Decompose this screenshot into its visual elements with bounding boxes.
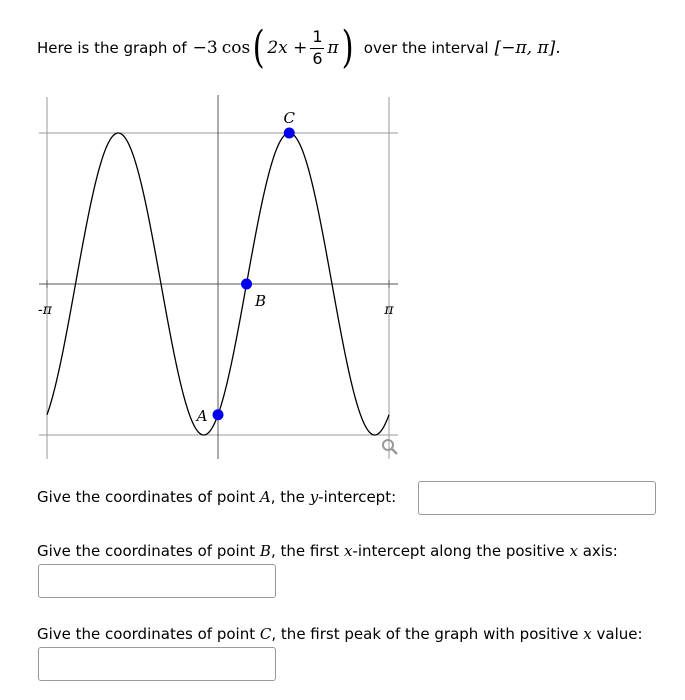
- question-b-prefix: Give the coordinates of point: [37, 542, 256, 560]
- point-label-a: A: [196, 406, 208, 425]
- argument-tail: π: [327, 38, 339, 58]
- answer-b-input[interactable]: [38, 564, 276, 598]
- point-a: [213, 409, 224, 420]
- question-a-var: y: [309, 488, 319, 506]
- intro-lead-text: Here is the graph of: [37, 39, 187, 57]
- question-b-suffix2: axis:: [582, 542, 618, 560]
- magnifier-handle: [392, 449, 398, 455]
- x-tick-label-pos-pi: π: [384, 302, 394, 318]
- function-prefix: −3: [192, 38, 218, 58]
- fraction-denominator: 6: [312, 48, 323, 68]
- question-b: [37, 542, 618, 560]
- question-b-suffix: -intercept along the positive: [352, 542, 565, 560]
- question-a-prefix: Give the coordinates of point: [37, 488, 256, 506]
- fraction: [310, 26, 324, 68]
- argument-lead: 2x +: [267, 38, 308, 58]
- point-c: [284, 128, 295, 139]
- question-b-point: B: [259, 542, 271, 560]
- question-b-mid: , the first: [270, 542, 340, 560]
- question-c-var: x: [583, 625, 592, 643]
- graph-canvas: [36, 93, 406, 463]
- point-label-b: B: [255, 292, 267, 310]
- question-c-suffix: value:: [596, 625, 643, 643]
- answer-c-input[interactable]: [38, 647, 276, 681]
- function-name: cos: [221, 38, 251, 58]
- question-c-mid: , the first peak of the graph with positive: [271, 625, 579, 643]
- question-a: [37, 488, 396, 506]
- interval-expression: [−π, π].: [494, 38, 561, 58]
- function-expression: [192, 22, 356, 73]
- problem-statement: [37, 18, 561, 78]
- question-b-var: x: [343, 542, 353, 560]
- fraction-numerator: 1: [312, 26, 323, 46]
- x-tick-label-neg-pi: -π: [38, 302, 52, 318]
- point-b: [241, 279, 252, 290]
- left-paren: (: [252, 22, 265, 73]
- right-paren: ): [341, 22, 354, 73]
- point-label-c: C: [283, 109, 295, 127]
- question-c-prefix: Give the coordinates of point: [37, 625, 256, 643]
- question-a-point: A: [259, 488, 271, 506]
- magnifier-icon: [383, 440, 397, 454]
- question-b-var2: x: [569, 542, 578, 560]
- answer-a-input[interactable]: [418, 481, 656, 515]
- intro-tail-text: over the interval: [363, 39, 489, 57]
- question-c-point: C: [259, 625, 272, 643]
- question-a-mid: , the: [270, 488, 305, 506]
- question-a-suffix: -intercept:: [318, 488, 397, 506]
- question-c: [37, 625, 643, 643]
- function-graph: [36, 93, 406, 463]
